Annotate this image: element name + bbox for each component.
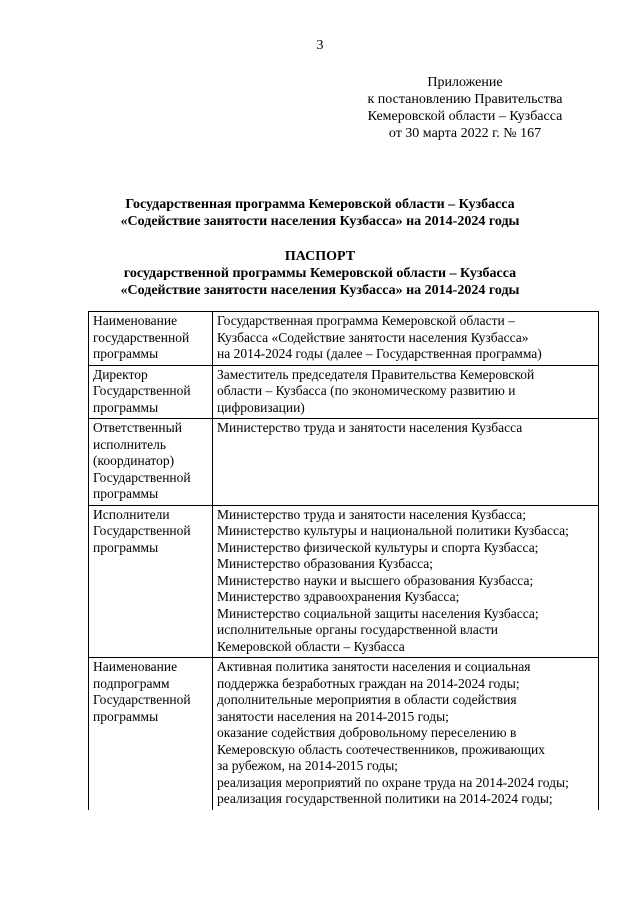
passport-heading: [0, 248, 640, 299]
row-name-cell: [89, 312, 213, 366]
cell-line: программы: [93, 399, 159, 415]
cell-line: Кузбасса «Содействие занятости населения Кузбасса»: [217, 329, 529, 345]
appendix-line: Приложение: [427, 75, 503, 90]
cell-line: реализация государственной политики на 2014-2024 годы;: [217, 791, 553, 806]
cell-line: оказание содействия добровольному переселению в: [217, 725, 517, 740]
cell-line: Министерство образования Кузбасса;: [217, 556, 434, 571]
cell-line: Кемеровской области – Кузбасса: [217, 638, 405, 654]
table-row: [89, 365, 599, 419]
table-row: [89, 658, 599, 810]
cell-line: Министерство труда и занятости населения Кузбасса;: [217, 506, 526, 522]
cell-line: Активная политика занятости населения и социальная: [217, 659, 531, 674]
cell-line: Министерство науки и высшего образования Кузбасса;: [217, 572, 534, 588]
cell-line: цифровизации): [217, 399, 305, 415]
appendix-line: к постановлению Правительства: [367, 92, 563, 107]
row-value-cell: [213, 312, 599, 366]
table-row: [89, 312, 599, 366]
cell-line: Государственная программа Кемеровской области –: [217, 313, 515, 328]
cell-line: Министерство социальной защиты населения Кузбасса;: [217, 605, 539, 621]
row-name-cell: [89, 419, 213, 506]
cell-line: на 2014-2024 годы (далее – Государственная программа): [217, 346, 542, 361]
cell-line: Исполнители: [93, 506, 170, 522]
cell-line: Министерство физической культуры и спорта Кузбасса;: [217, 539, 539, 555]
cell-line: Государственной: [93, 383, 191, 398]
program-title: [0, 196, 640, 230]
row-name-cell: [89, 365, 213, 419]
cell-line: программы: [93, 539, 159, 555]
cell-line: Ответственный: [93, 420, 182, 435]
table-row: [89, 505, 599, 658]
cell-line: Государственной: [93, 692, 191, 707]
cell-line: программы: [93, 486, 159, 501]
passport-table: [88, 311, 599, 810]
appendix-line: Кемеровской области – Кузбасса: [367, 109, 563, 124]
appendix-line: от 30 марта 2022 г. № 167: [388, 126, 542, 141]
passport-heading-line: государственной программы Кемеровской области – Кузбасса: [123, 266, 517, 281]
cell-line: Кемеровскую область соотечественников, проживающих: [217, 741, 545, 757]
cell-line: области – Кузбасса (по экономическому развитию и: [217, 383, 516, 398]
cell-line: (координатор): [93, 453, 175, 468]
passport-heading-line: ПАСПОРТ: [284, 249, 356, 264]
passport-heading-line: «Содействие занятости населения Кузбасса» на 2014-2024 годы: [120, 283, 520, 298]
row-value-cell: [213, 365, 599, 419]
cell-line: Государственной: [93, 469, 191, 485]
cell-line: за рубежом, на 2014-2015 годы;: [217, 758, 399, 773]
cell-line: программы: [93, 346, 159, 361]
cell-line: подпрограмм: [93, 675, 170, 691]
cell-line: Наименование: [93, 313, 178, 328]
row-value-cell: [213, 505, 599, 658]
cell-line: исполнительные органы государственной власти: [217, 622, 498, 637]
cell-line: реализация мероприятий по охране труда на 2014-2024 годы;: [217, 774, 569, 790]
table-row: [89, 419, 599, 506]
cell-line: Министерство труда и занятости населения Кузбасса: [217, 420, 523, 435]
appendix-block: [340, 74, 590, 142]
program-title-line: «Содействие занятости населения Кузбасса» на 2014-2024 годы: [120, 214, 520, 229]
cell-line: программы: [93, 708, 159, 724]
cell-line: Директор: [93, 366, 148, 382]
page-number: 3: [316, 38, 324, 53]
cell-line: Заместитель председателя Правительства Кемеровской: [217, 366, 535, 382]
cell-line: Наименование: [93, 659, 178, 674]
cell-line: исполнитель: [93, 436, 166, 452]
row-value-cell: [213, 419, 599, 506]
row-name-cell: [89, 505, 213, 658]
cell-line: Министерство культуры и национальной политики Кузбасса;: [217, 523, 569, 538]
row-name-cell: [89, 658, 213, 810]
cell-line: дополнительные мероприятия в области содействия: [217, 692, 517, 707]
cell-line: занятости населения на 2014-2015 годы;: [217, 708, 449, 724]
cell-line: государственной: [93, 329, 190, 345]
program-title-line: Государственная программа Кемеровской области – Кузбасса: [125, 197, 515, 212]
row-value-cell: [213, 658, 599, 810]
cell-line: поддержка безработных граждан на 2014-2024 годы;: [217, 675, 520, 691]
cell-line: Государственной: [93, 523, 191, 538]
cell-line: Министерство здравоохранения Кузбасса;: [217, 589, 460, 604]
